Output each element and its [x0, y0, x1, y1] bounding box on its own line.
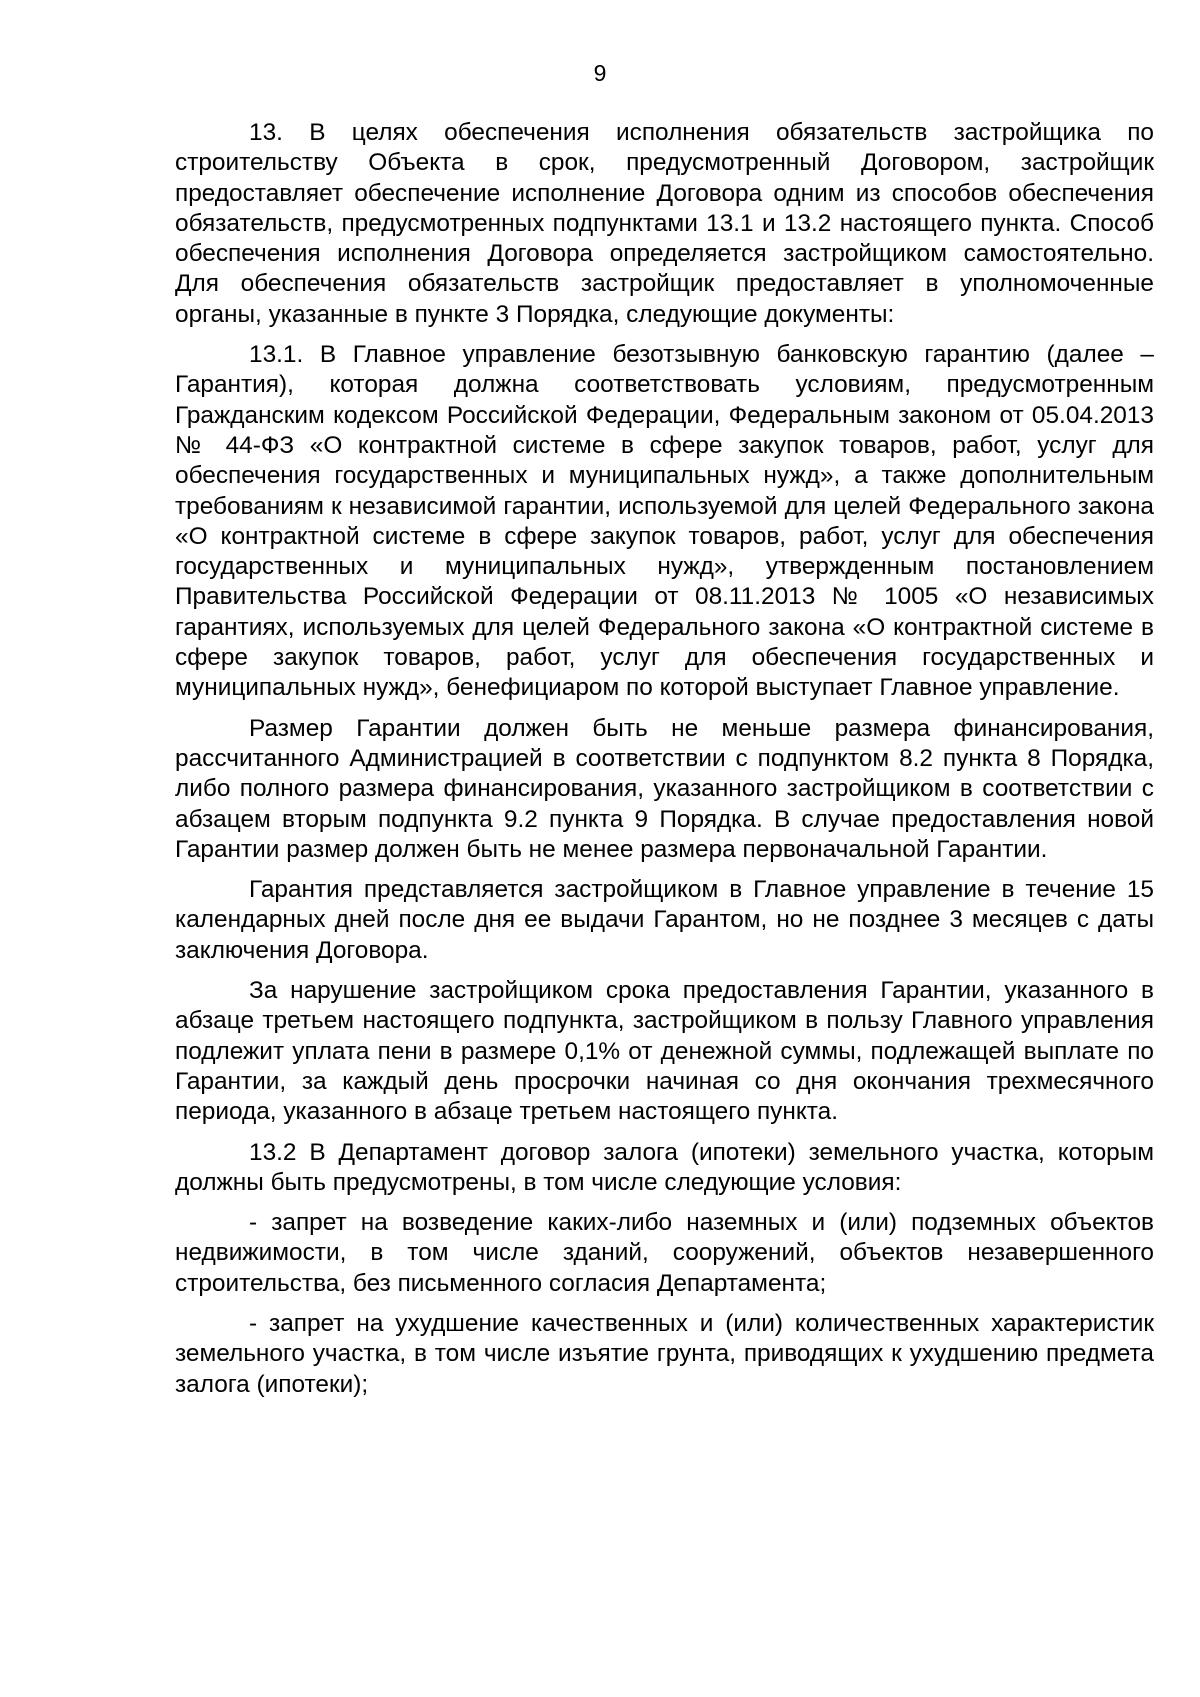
page-number: 9 — [593, 60, 607, 86]
list-item-degradation-ban: - запрет на ухудшение качественных и (или) количественных характеристик земельного участка, в том числе изъятие грунта, приводящих к ухудшению предмета залога (ипотеки); — [175, 1309, 1154, 1398]
paragraph-13-1-guarantee: 13.1. В Главное управление безотзывную банковскую гарантию (далее – Гарантия), которая должна соответствовать условиям, предусмотренным Гражданским кодексом Российской Федерации, Федеральным законом от 05.04.2013 № 44-ФЗ «О контрактной системе в сфере закупок товаров, работ, услуг для обеспечения государственных и муниципальных нужд», а также дополнительным требованиям к независимой гарантии, используемой для целей Федерального закона «О контрактной системе в сфере закупок товаров, работ, услуг для обеспечения государственных и муниципальных нужд», утвержденным постановлением Правительства Российской Федерации от 08.11.2013 № 1005 «О независимых гарантиях, используемых для целей Федерального закона «О контрактной системе в сфере закупок товаров, работ, услуг для обеспечения государственных и муниципальных нужд», бенефициаром по которой выступает Главное управление. — [175, 341, 1154, 702]
paragraph-13-intro: 13. В целях обеспечения исполнения обязательств застройщика по строительству Объекта в срок, предусмотренный Договором, застройщик предоставляет обеспечение исполнение Договора одним из способов обеспечения обязательств, предусмотренных подпунктами 13.1 и 13.2 настоящего пункта. Способ обеспечения исполнения Договора определяется застройщиком самостоятельно. Для обеспечения обязательств застройщик предоставляет в уполномоченные органы, указанные в пункте 3 Порядка, следующие документы: — [175, 119, 1154, 328]
document-body — [175, 118, 1154, 1400]
paragraph-guarantee-deadline: Гарантия представляется застройщиком в Главное управление в течение 15 календарных дней после дня ее выдачи Гарантом, но не позднее 3 месяцев с даты заключения Договора. — [175, 876, 1154, 964]
paragraph-guarantee-amount: Размер Гарантии должен быть не меньше размера финансирования, рассчитанного Администрацией в соответствии с подпунктом 8.2 пункта 8 Порядка, либо полного размера финансирования, указанного застройщиком в соответствии с абзацем вторым подпункта 9.2 пункта 9 Порядка. В случае предоставления новой Гарантии размер должен быть не менее размера первоначальной Гарантии. — [175, 714, 1154, 863]
list-item-construction-ban: - запрет на возведение каких-либо наземных и (или) подземных объектов недвижимости, в том числе зданий, сооружений, объектов незавершенного строительства, без письменного согласия Департамента; — [175, 1209, 1154, 1297]
paragraph-13-2-pledge: 13.2 В Департамент договор залога (ипотеки) земельного участка, которым должны быть предусмотрены, в том числе следующие условия: — [175, 1138, 1154, 1196]
paragraph-penalty: За нарушение застройщиком срока предоставления Гарантии, указанного в абзаце третьем настоящего подпункта, застройщиком в пользу Главного управления подлежит уплата пени в размере 0,1% от денежной суммы, подлежащей выплате по Гарантии, за каждый день просрочки начиная со дня окончания трехмесячного периода, указанного в абзаце третьем настоящего пункта. — [175, 977, 1154, 1126]
